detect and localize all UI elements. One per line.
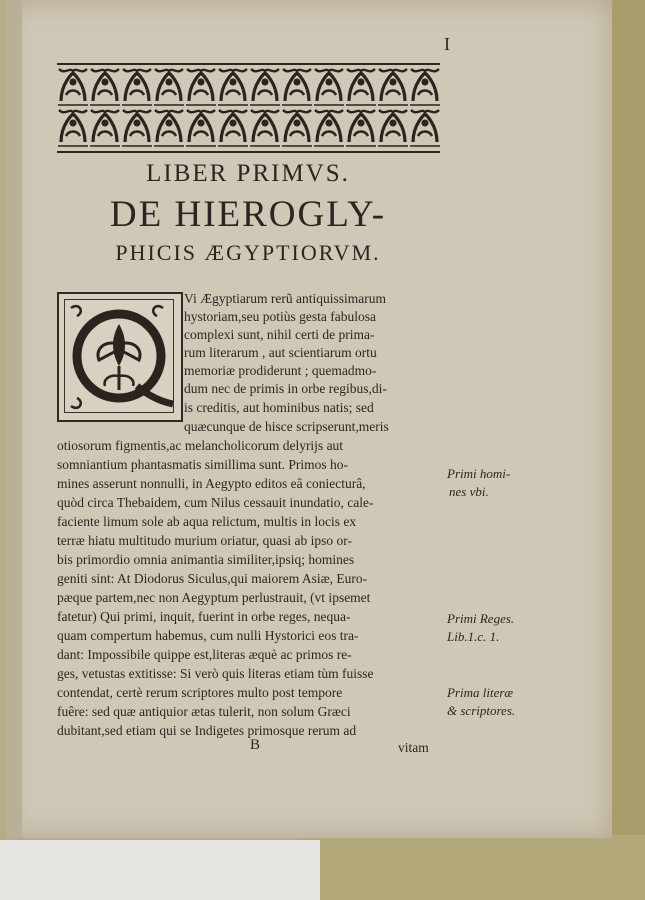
body-line: dum nec de primis in orbe regibus,di- [184, 381, 387, 396]
body-line: quam compertum habemus, cum nulli Hystorici eos tra- [57, 628, 359, 643]
body-line: otiosorum figmentis,ac melancholicorum delyrijs aut [57, 438, 344, 453]
margin-note-3-line2: & scriptores. [447, 703, 516, 718]
body-line: memoriæ prodiderunt ; quemadmo- [184, 363, 377, 378]
body-line: rum literarum , aut scientiarum ortu [184, 345, 377, 360]
body-line: fuêre: sed quæ antiquior ætas tulerit, non solum Græci [57, 704, 351, 719]
body-line: bis primordio omnia animantia similiter,ipsiq; homines [57, 552, 355, 567]
margin-note-2-line2: Lib.1.c. 1. [447, 629, 500, 644]
signature-mark: B [250, 737, 261, 753]
margin-note-3-line1: Prima literæ [447, 685, 514, 700]
chapter-subtitle: PHICIS ÆGYPTIORVM. [115, 240, 381, 265]
chapter-title: DE HIEROGLY- [109, 194, 387, 235]
background-surface [0, 840, 320, 900]
background-cover-bottom [300, 835, 645, 900]
body-line: dubitant,sed etiam qui se Indigetes primosque rerum ad [57, 723, 357, 738]
body-line: somniantium phantasmatis simillima sunt. Primos ho- [57, 457, 348, 472]
book-heading: LIBER PRIMVS. [146, 160, 350, 187]
ornamental-headpiece [57, 63, 440, 153]
body-line: geniti sint: At Diodorus Siculus,qui maiorem Asiæ, Euro- [57, 571, 368, 586]
body-line: Vi Ægyptiarum rerũ antiquissimarum [184, 291, 387, 306]
body-line: terræ hiatu multitudo murium oriatur, quasi ab ipso or- [57, 533, 353, 548]
body-line: faciente limum sole ab aqua relictum, multis in locis ex [57, 514, 357, 529]
body-line: is creditis, aut hominibus natis; sed [184, 400, 374, 415]
body-line: dant: Impossibile quippe est,literas æquè ac primos re- [57, 647, 352, 662]
margin-note-2-line1: Primi Reges. [447, 611, 515, 626]
body-line: pæque partem,nec non Aegyptum perlustrauit, (vt ipsemet [57, 590, 371, 605]
page-gutter-edge [6, 0, 22, 838]
body-line: quòd circa Thebaidem, cum Nilus cessauit inundatio, cale- [57, 495, 374, 510]
body-line: ges, vetustas extitisse: Si verò quis literas etiam tùm fuisse [57, 666, 374, 681]
body-line: hystoriam,seu potiùs gesta fabulosa [184, 309, 376, 324]
body-line: complexi sunt, nihil certi de prima- [184, 327, 375, 342]
body-line: fatetur) Qui primi, inquit, fuerint in orbe reges, nequa- [57, 609, 351, 624]
margin-note-1-line1: Primi homi- [447, 466, 511, 481]
body-line: mines asserunt nonnulli, in Aegypto editos eâ coniecturâ, [57, 476, 366, 491]
headpiece-ornament-icon [57, 65, 440, 151]
page-number: I [444, 34, 450, 54]
decorated-initial [57, 292, 183, 422]
body-line: contendat, certè rerum scriptores multo post tempore [57, 685, 343, 700]
initial-q-ornament-icon [59, 294, 181, 420]
margin-note-1-line2: nes vbi. [449, 484, 489, 499]
body-line: quæcunque de hisce scripserunt,meris [184, 419, 389, 434]
catchword: vitam [398, 740, 429, 755]
